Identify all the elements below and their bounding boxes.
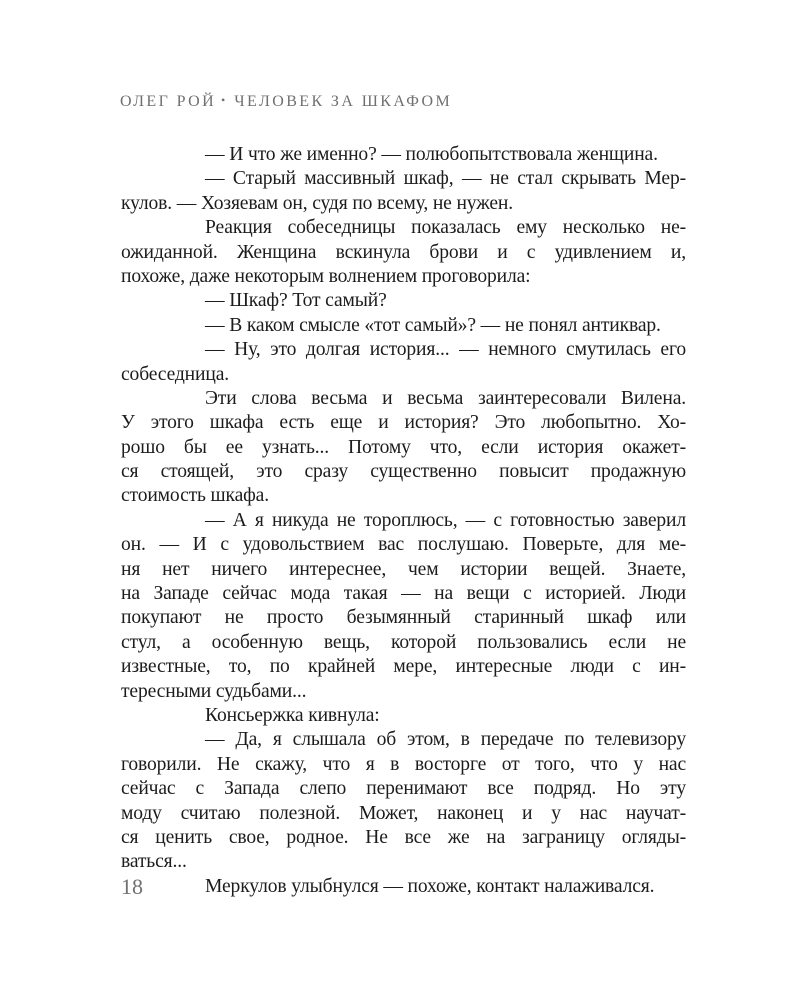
paragraph: [121, 875, 686, 899]
running-header: [120, 93, 720, 111]
text-line: Реакция собеседницы показалась ему несколько не-: [205, 217, 686, 239]
text-line: известные, то, по крайней мере, интересные люди с ин-: [121, 656, 686, 678]
paragraph: [121, 509, 686, 704]
text-line: собеседница.: [121, 363, 229, 385]
text-line: ожиданной. Женщина вскинула брови и с удивлением и,: [121, 241, 686, 263]
paragraph: [121, 167, 686, 216]
text-line: тересными судьбами...: [121, 680, 307, 702]
text-line: — Ну, это долгая история... — немного смутилась его: [205, 339, 686, 361]
header-separator: •: [221, 93, 226, 107]
text-line: стоимость шкафа.: [121, 485, 269, 507]
header-title: ЧЕЛОВЕК ЗА ШКАФОМ: [234, 93, 453, 110]
paragraph: [121, 314, 686, 338]
paragraph: [121, 387, 686, 509]
text-line: ваться...: [121, 851, 187, 873]
text-line: — А я никуда не тороплюсь, — с готовностью заверил: [205, 509, 686, 531]
text-line: Меркулов улыбнулся — похоже, контакт налаживался.: [205, 875, 655, 897]
page-number: 18: [121, 874, 143, 899]
text-line: ня нет ничего интереснее, чем истории вещей. Знаете,: [121, 558, 686, 580]
text-line: — В каком смысле «тот самый»? — не понял антиквар.: [205, 314, 661, 336]
text-line: ся стоящей, это сразу существенно повысит продажную: [121, 461, 686, 483]
text-line: Эти слова весьма и весьма заинтересовали Вилена.: [205, 387, 686, 409]
text-line: кулов. — Хозяевам он, судя по всему, не нужен.: [121, 192, 513, 214]
paragraph: [121, 216, 686, 289]
text-line: — Старый массивный шкаф, — не стал скрывать Мер-: [205, 168, 686, 190]
body-text: [121, 143, 686, 899]
text-line: — Шкаф? Тот самый?: [205, 290, 387, 312]
header-author: ОЛЕГ РОЙ: [120, 93, 217, 110]
text-line: — Да, я слышала об этом, в передаче по телевизору: [205, 729, 686, 751]
text-line: У этого шкафа есть еще и история? Это любопытно. Хо-: [121, 412, 686, 434]
paragraph: [121, 728, 686, 874]
text-line: сейчас с Запада слепо перенимают все подряд. Но эту: [121, 778, 686, 800]
text-line: он. — И с удовольствием вас послушаю. Поверьте, для ме-: [121, 534, 686, 556]
text-line: покупают не просто безымянный старинный шкаф или: [121, 607, 686, 629]
paragraph: [121, 143, 686, 167]
paragraph: [121, 289, 686, 313]
text-line: Консьержка кивнула:: [205, 704, 380, 726]
text-line: рошо бы ее узнать... Потому что, если история окажет-: [121, 436, 686, 458]
text-line: ся ценить свое, родное. Не все же на заграницу огляды-: [121, 826, 686, 848]
text-line: на Западе сейчас мода такая — на вещи с историей. Люди: [121, 583, 686, 605]
text-line: стул, а особенную вещь, которой пользовались если не: [121, 631, 686, 653]
paragraph: [121, 338, 686, 387]
text-line: моду считаю полезной. Может, наконец и у нас научат-: [121, 802, 686, 824]
text-line: говорили. Не скажу, что я в восторге от того, что у нас: [121, 753, 686, 775]
paragraph: [121, 704, 686, 728]
text-line: — И что же именно? — полюбопытствовала женщина.: [205, 144, 658, 165]
text-line: похоже, даже некоторым волнением проговорила:: [121, 265, 531, 287]
